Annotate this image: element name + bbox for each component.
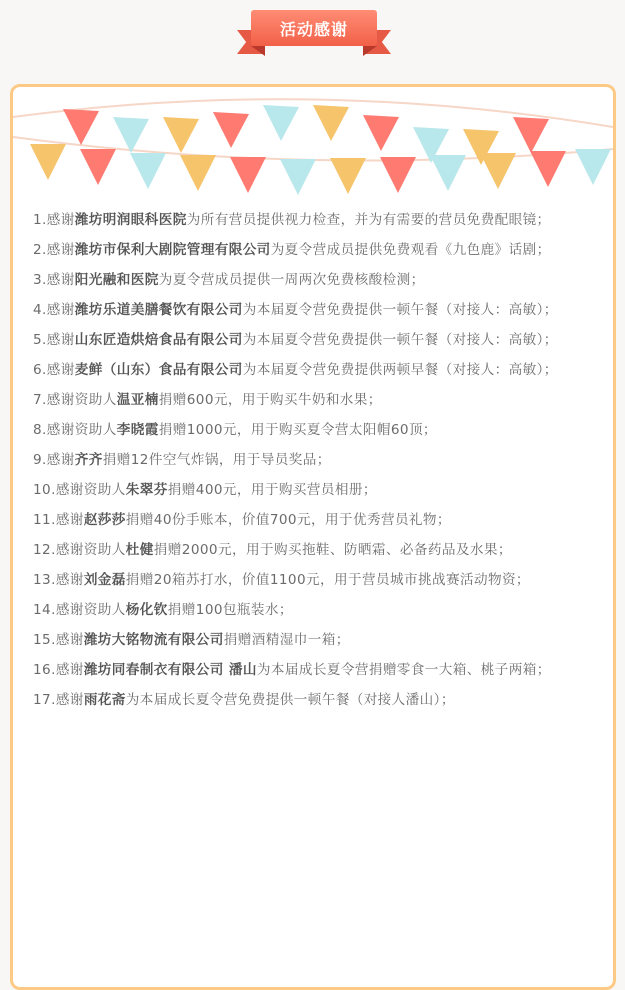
- bunting-flag: [213, 112, 249, 148]
- donor-name: 阳光融和医院: [74, 272, 159, 288]
- thanks-item: [33, 265, 599, 295]
- thanks-item: [33, 505, 599, 535]
- bunting-flag: [263, 105, 299, 141]
- bunting-flag: [380, 157, 416, 193]
- bunting-flag: [363, 115, 399, 151]
- item-detail: 为本届夏令营免费提供一顿午餐（对接人：高敏）；: [242, 332, 558, 348]
- item-detail: 捐赠100包瓶装水；: [167, 602, 293, 618]
- section-title: 活动感谢: [251, 10, 377, 46]
- bunting-flag: [330, 158, 366, 194]
- bunting-flag: [313, 105, 349, 141]
- donor-name: 赵莎莎: [83, 512, 126, 528]
- thanks-item: [33, 625, 599, 655]
- thanks-item: [33, 205, 599, 235]
- thanks-item: [33, 655, 599, 685]
- bunting-flag: [163, 117, 199, 153]
- item-detail: 为本届成长夏令营免费提供一顿午餐（对接人潘山）；: [125, 692, 455, 708]
- bunting-flag: [280, 159, 316, 195]
- donor-name: 李晓霞: [116, 422, 159, 438]
- item-prefix: 9.感谢: [33, 452, 75, 468]
- bunting-flag: [63, 109, 99, 145]
- donor-name: 杜健: [125, 542, 154, 558]
- donor-name: 温亚楠: [116, 392, 159, 408]
- item-prefix: 8.感谢资助人: [33, 422, 117, 438]
- donor-name: 潍坊明润眼科医院: [74, 212, 187, 228]
- item-detail: 为本届夏令营免费提供一顿午餐（对接人：高敏）；: [242, 302, 558, 318]
- item-detail: 捐赠40份手账本，价值700元，用于优秀营员礼物；: [125, 512, 451, 528]
- thanks-item: [33, 595, 599, 625]
- donor-name: 麦鲜（山东）食品有限公司: [74, 362, 243, 378]
- item-prefix: 12.感谢资助人: [33, 542, 126, 558]
- thanks-item: [33, 565, 599, 595]
- item-prefix: 2.感谢: [33, 242, 75, 258]
- item-detail: 捐赠600元，用于购买牛奶和水果；: [158, 392, 382, 408]
- donor-name: 雨花斋: [83, 692, 126, 708]
- thanks-item: [33, 295, 599, 325]
- item-prefix: 7.感谢资助人: [33, 392, 117, 408]
- item-detail: 为本届成长夏令营捐赠零食一大箱、桃子两箱；: [256, 662, 551, 678]
- donor-name: 潍坊市保利大剧院管理有限公司: [74, 242, 271, 258]
- item-prefix: 11.感谢: [33, 512, 84, 528]
- item-prefix: 4.感谢: [33, 302, 75, 318]
- item-prefix: 6.感谢: [33, 362, 75, 378]
- bunting-flag: [130, 153, 166, 189]
- bunting-flag: [180, 155, 216, 191]
- donor-name: 山东匠造烘焙食品有限公司: [74, 332, 243, 348]
- donor-name: 潍坊乐道美膳餐饮有限公司: [74, 302, 243, 318]
- donor-name: 朱翠芬: [125, 482, 168, 498]
- item-prefix: 14.感谢资助人: [33, 602, 126, 618]
- bunting-flag: [230, 157, 266, 193]
- item-detail: 为夏令营成员提供免费观看《九色鹿》话剧；: [270, 242, 551, 258]
- thanks-item: [33, 235, 599, 265]
- item-detail: 捐赠12件空气炸锅，用于导员奖品；: [102, 452, 331, 468]
- item-detail: 捐赠1000元，用于购买夏令营太阳帽60顶；: [158, 422, 437, 438]
- thanks-item: [33, 385, 599, 415]
- thanks-item: [33, 535, 599, 565]
- item-detail: 为所有营员提供视力检查，并为有需要的营员免费配眼镜；: [186, 212, 551, 228]
- item-prefix: 10.感谢资助人: [33, 482, 126, 498]
- bunting-flag: [575, 149, 611, 185]
- item-prefix: 15.感谢: [33, 632, 84, 648]
- thanks-item: [33, 685, 599, 715]
- item-detail: 捐赠400元，用于购买营员相册；: [167, 482, 377, 498]
- donor-name: 齐齐: [74, 452, 103, 468]
- thanks-card: [10, 84, 616, 990]
- donor-name: 潍坊大铭物流有限公司: [83, 632, 224, 648]
- item-prefix: 3.感谢: [33, 272, 75, 288]
- bunting-flag: [80, 149, 116, 185]
- item-prefix: 16.感谢: [33, 662, 84, 678]
- thanks-item: [33, 475, 599, 505]
- bunting-flag: [430, 155, 466, 191]
- thanks-item: [33, 445, 599, 475]
- donor-name: 潍坊同春制衣有限公司 潘山: [83, 662, 257, 678]
- item-detail: 捐赠酒精湿巾一箱；: [223, 632, 350, 648]
- bunting-flag: [113, 117, 149, 153]
- bunting-decoration: [13, 87, 613, 197]
- item-detail: 捐赠2000元，用于购买拖鞋、防晒霜、必备药品及水果；: [153, 542, 512, 558]
- section-title-ribbon: [237, 10, 391, 62]
- item-prefix: 13.感谢: [33, 572, 84, 588]
- donor-name: 刘金磊: [83, 572, 126, 588]
- thanks-item: [33, 325, 599, 355]
- item-detail: 捐赠20箱苏打水，价值1100元，用于营员城市挑战赛活动物资；: [125, 572, 530, 588]
- bunting-flag: [480, 153, 516, 189]
- thanks-item: [33, 415, 599, 445]
- item-prefix: 5.感谢: [33, 332, 75, 348]
- item-detail: 为本届夏令营免费提供两顿早餐（对接人：高敏）；: [242, 362, 558, 378]
- thanks-item: [33, 355, 599, 385]
- bunting-flag: [513, 117, 549, 153]
- bunting-flag: [530, 151, 566, 187]
- bunting-flag: [30, 144, 66, 180]
- donor-name: 杨化钦: [125, 602, 168, 618]
- item-prefix: 17.感谢: [33, 692, 84, 708]
- item-prefix: 1.感谢: [33, 212, 75, 228]
- thanks-list: [33, 205, 599, 715]
- item-detail: 为夏令营成员提供一周两次免费核酸检测；: [158, 272, 425, 288]
